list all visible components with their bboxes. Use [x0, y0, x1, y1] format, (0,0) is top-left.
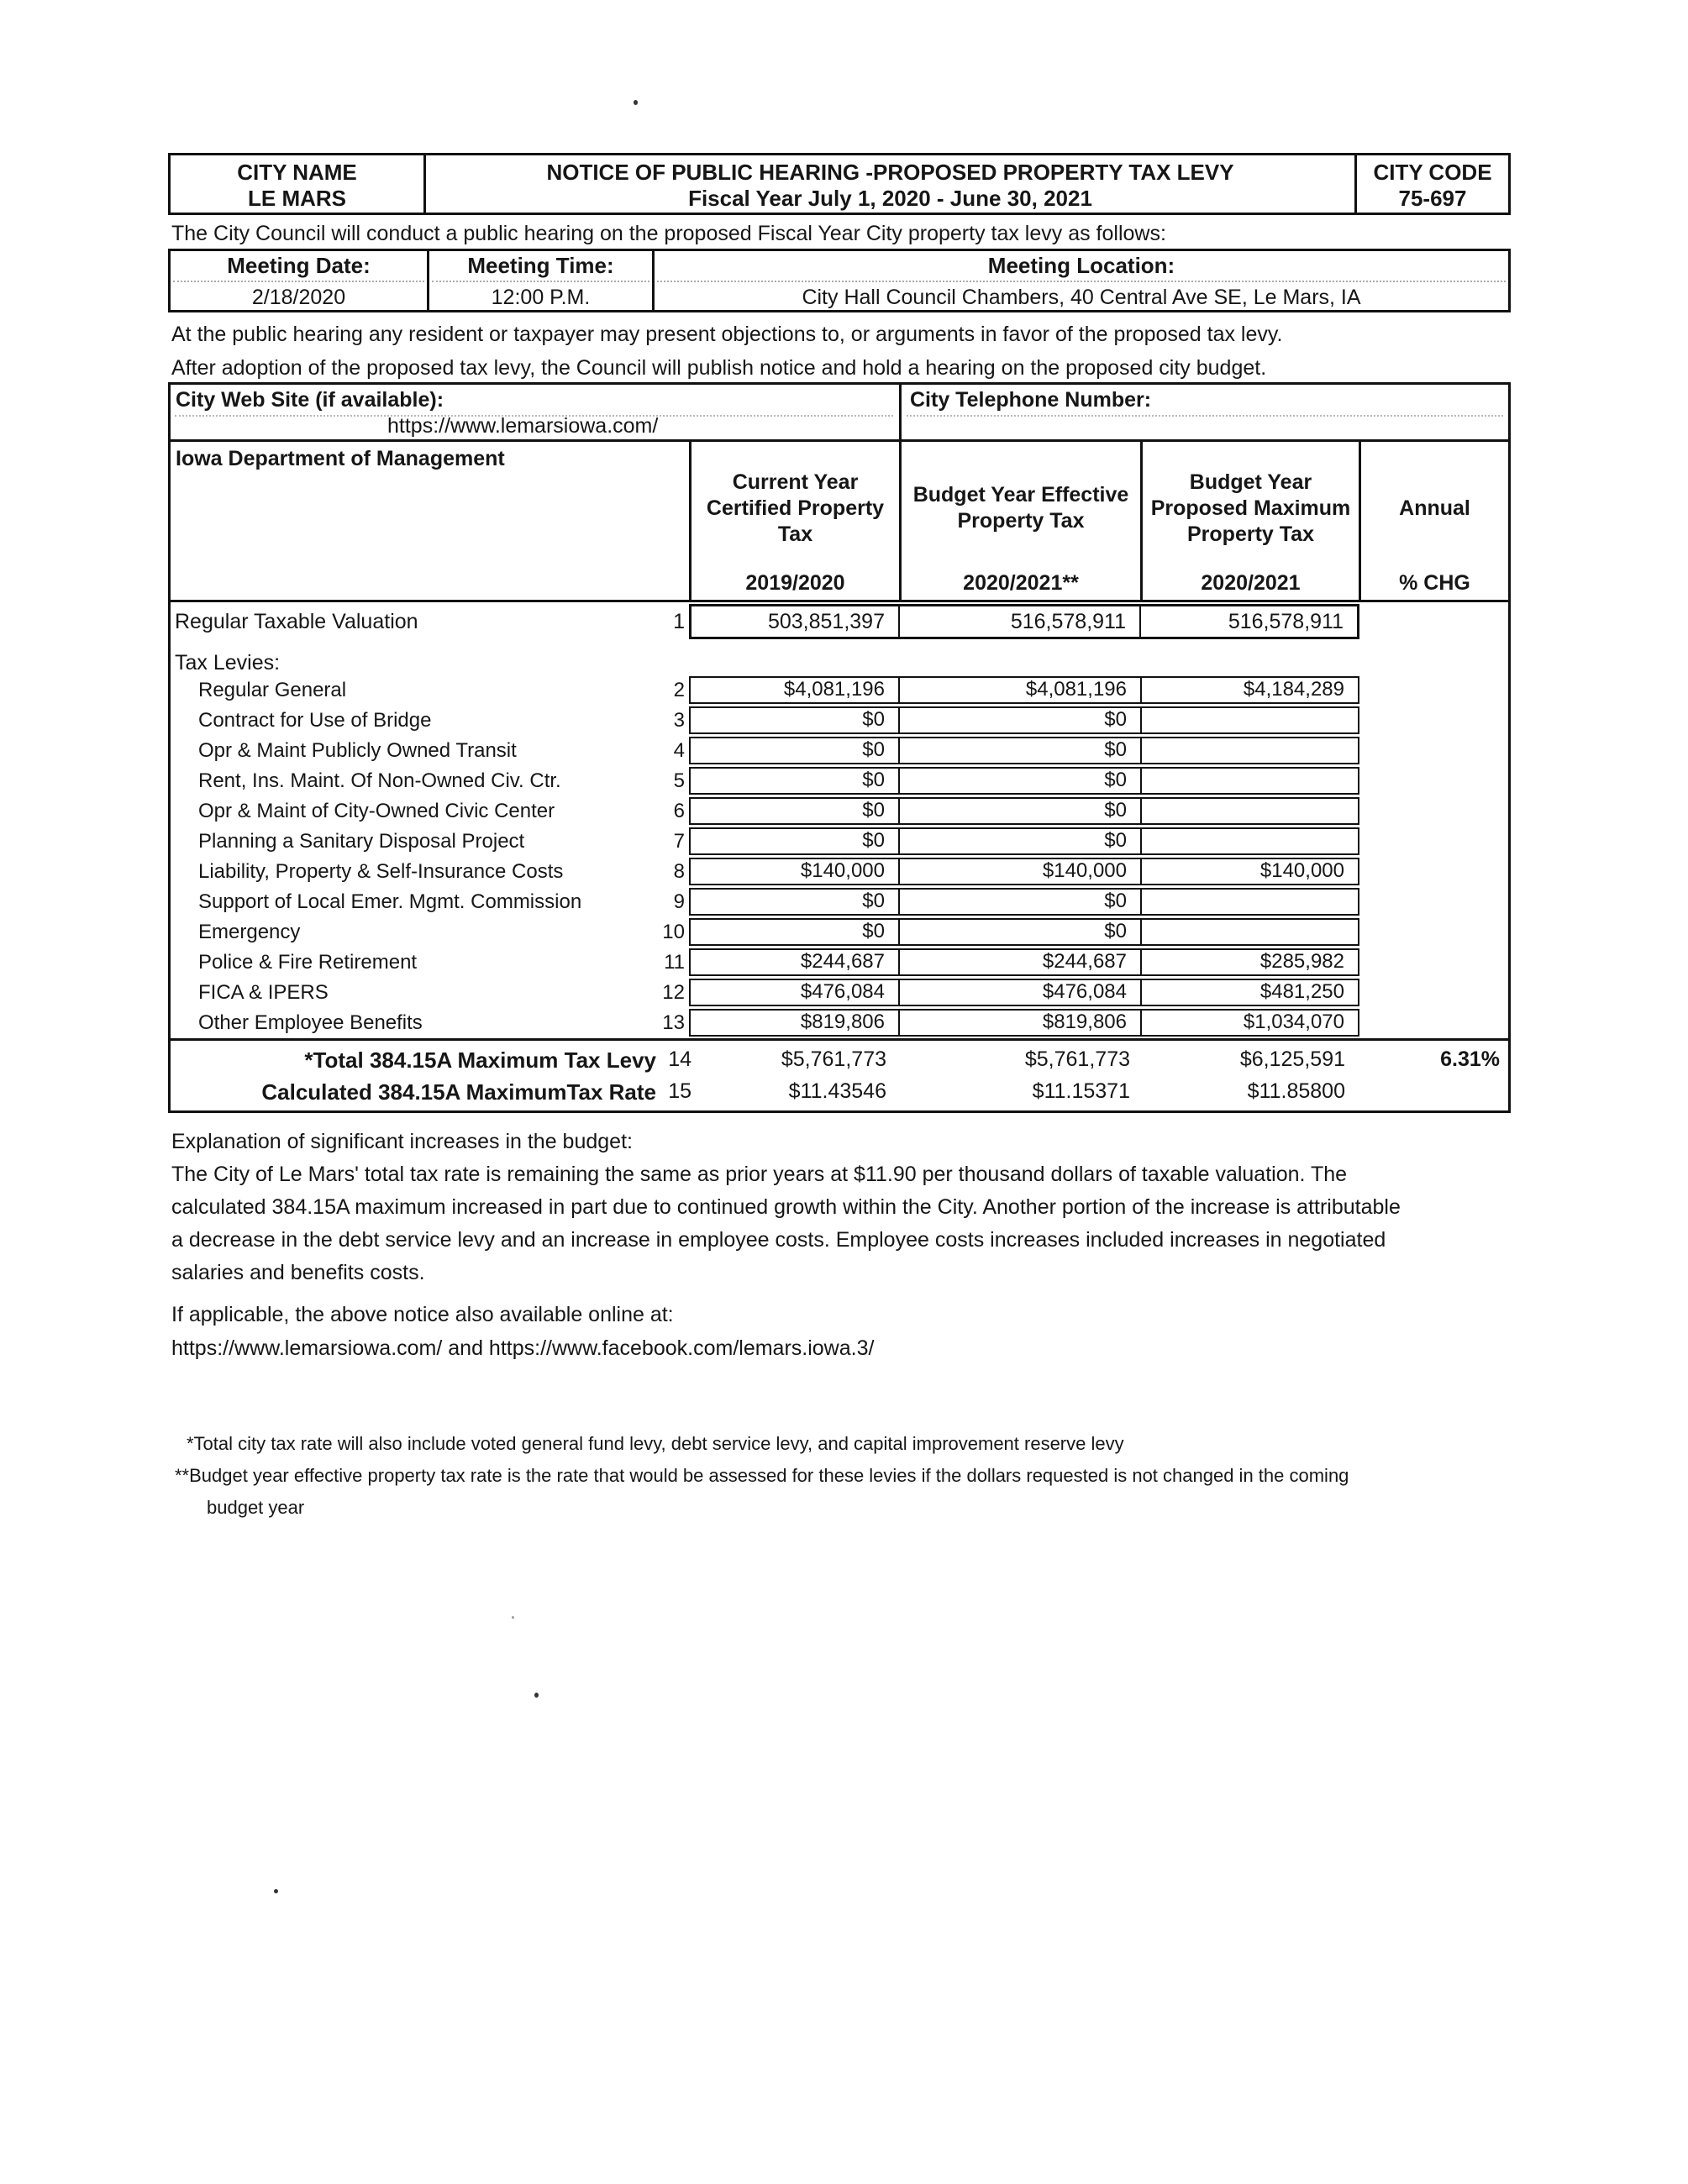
- levy-proposed-value: [1142, 769, 1358, 793]
- levy-effective-value: $476,084: [900, 980, 1142, 1005]
- meeting-location-cell: [655, 251, 1508, 310]
- levy-row-number: 6: [673, 800, 685, 822]
- fiscal-year: Fiscal Year July 1, 2020 - June 30, 2021: [688, 186, 1092, 211]
- levy-proposed-value: [1142, 708, 1358, 732]
- levy-row-values: [689, 797, 1359, 825]
- contact-row: [171, 385, 1508, 442]
- col-effective: [902, 442, 1140, 600]
- levy-row-label: Emergency: [198, 921, 301, 943]
- levy-effective-value: $819,806: [900, 1011, 1142, 1035]
- hearing-note-objections: At the public hearing any resident or taxpayer may present objections to, or arguments in favor of the proposed tax levy.: [171, 323, 1283, 346]
- meeting-table: [168, 249, 1511, 312]
- col-current-year: [692, 442, 899, 600]
- levy-row: [171, 706, 1508, 734]
- valuation-effective: 516,578,911: [900, 606, 1141, 637]
- levy-proposed-value: $4,184,289: [1243, 678, 1344, 701]
- levy-row-number: 9: [673, 890, 685, 913]
- meeting-location-label: Meeting Location:: [987, 253, 1175, 278]
- city-code-label: CITY CODE: [1373, 160, 1492, 185]
- levy-row-number: 3: [673, 709, 685, 732]
- notice-header-table: [168, 153, 1511, 215]
- total-levy-row: [171, 1047, 1508, 1079]
- levy-row-values: [689, 1009, 1359, 1037]
- col-proposed-title: Budget Year Proposed Maximum Property Tax: [1150, 470, 1351, 546]
- levy-row-label: Planning a Sanitary Disposal Project: [198, 830, 525, 853]
- total-levy-label: *Total 384.15A Maximum Tax Levy: [304, 1047, 656, 1073]
- org-label: Iowa Department of Management: [176, 447, 505, 470]
- levy-row-number: 8: [673, 860, 685, 883]
- total-levy-current: $5,761,773: [781, 1047, 886, 1071]
- col-current-year-label: 2019/2020: [745, 571, 845, 595]
- online-notice-block: [171, 1298, 874, 1365]
- tax-rate-effective: $11.15371: [1032, 1079, 1130, 1103]
- scan-speck: [634, 100, 638, 105]
- levy-effective-value: $0: [900, 829, 1142, 853]
- levy-row-values: [689, 767, 1359, 795]
- fill-line: [907, 415, 1503, 417]
- scan-speck: [512, 1616, 514, 1619]
- levy-row-values: [689, 979, 1359, 1006]
- valuation-row-number: 1: [673, 610, 685, 633]
- valuation-proposed: 516,578,911: [1228, 610, 1344, 633]
- levy-row-values: [689, 918, 1359, 946]
- footnote-effective-rate-cont: budget year: [207, 1497, 305, 1518]
- levy-row: [171, 737, 1508, 764]
- city-code-cell: [1357, 155, 1508, 215]
- levy-row: [171, 767, 1508, 795]
- explanation-line: calculated 384.15A maximum increased in part due to continued growth within the City. Another portion of the increase is attributable: [171, 1195, 1401, 1219]
- valuation-row: [171, 604, 1508, 639]
- levy-row-number: 5: [673, 769, 685, 792]
- levy-row-number: 4: [673, 739, 685, 762]
- levy-proposed-value: [1142, 890, 1358, 914]
- levy-proposed-value: $481,250: [1259, 980, 1344, 1003]
- levy-row: [171, 827, 1508, 855]
- levy-current-value: $476,084: [691, 980, 900, 1005]
- levy-proposed-value: [1142, 920, 1358, 944]
- levy-row-values: [689, 827, 1359, 855]
- notice-title-cell: [426, 155, 1357, 215]
- city-name-label: CITY NAME: [237, 160, 357, 185]
- levy-current-value: $0: [691, 890, 900, 914]
- contact-divider: [899, 385, 902, 439]
- totals-band: [171, 1041, 1508, 1110]
- levy-row: [171, 1009, 1508, 1037]
- footnote-effective-rate: **Budget year effective property tax rate is the rate that would be assessed for these levies if the dollars requested is not changed in the coming: [175, 1465, 1349, 1486]
- tax-rate-label: Calculated 384.15A MaximumTax Rate: [261, 1079, 656, 1105]
- meeting-location-value: City Hall Council Chambers, 40 Central Ave SE, Le Mars, IA: [657, 281, 1506, 310]
- col-annual-title: Annual: [1399, 496, 1470, 520]
- levy-row: [171, 979, 1508, 1006]
- col-effective-title: Budget Year Effective Property Tax: [912, 483, 1129, 533]
- levy-row-number: 13: [662, 1011, 685, 1034]
- levy-row: [171, 948, 1508, 976]
- levy-effective-value: $0: [900, 769, 1142, 793]
- city-code-value: 75-697: [1398, 186, 1467, 211]
- levy-effective-value: $0: [900, 799, 1142, 823]
- levy-row-number: 2: [673, 679, 685, 701]
- col-effective-year-label: 2020/2021**: [963, 571, 1079, 595]
- scan-speck: [534, 1693, 539, 1698]
- levy-proposed-value: [1142, 738, 1358, 763]
- levy-row-values: [689, 676, 1359, 704]
- levy-proposed-value: $1,034,070: [1243, 1011, 1344, 1033]
- column-header-band: [171, 442, 1508, 602]
- total-levy-annual-chg: 6.31%: [1440, 1047, 1500, 1071]
- meeting-time-label: Meeting Time:: [467, 253, 614, 278]
- levy-effective-value: $0: [900, 738, 1142, 763]
- scan-speck: [274, 1889, 278, 1893]
- levy-row: [171, 676, 1508, 704]
- notice-title: NOTICE OF PUBLIC HEARING -PROPOSED PROPERTY TAX LEVY: [546, 160, 1234, 185]
- website-value: https://www.lemarsiowa.com/: [387, 414, 659, 438]
- levy-proposed-value: $140,000: [1259, 859, 1344, 882]
- levy-current-value: $0: [691, 799, 900, 823]
- valuation-label: Regular Taxable Valuation: [175, 610, 418, 633]
- city-name-cell: [171, 155, 426, 215]
- hearing-notes: [171, 318, 1283, 385]
- levy-effective-value: $0: [900, 890, 1142, 914]
- tax-rate-row-number: 15: [668, 1079, 692, 1103]
- levy-row-label: Contract for Use of Bridge: [198, 709, 432, 732]
- levy-row-label: Opr & Maint Publicly Owned Transit: [198, 739, 517, 762]
- explanation-block: [171, 1126, 1516, 1289]
- levy-row: [171, 888, 1508, 916]
- col-annual-chg: [1361, 442, 1508, 600]
- meeting-date-label: Meeting Date:: [227, 253, 371, 278]
- levy-row-label: Police & Fire Retirement: [198, 951, 418, 974]
- tax-rate-current: $11.43546: [788, 1079, 886, 1103]
- levy-row-values: [689, 888, 1359, 916]
- meeting-time-value: 12:00 P.M.: [432, 281, 649, 310]
- levy-row: [171, 918, 1508, 946]
- meeting-date-cell: [171, 251, 429, 310]
- levy-row-number: 11: [664, 951, 685, 974]
- tax-rate-proposed: $11.85800: [1247, 1079, 1345, 1103]
- levy-body: [171, 602, 1508, 1041]
- levy-effective-value: $0: [900, 920, 1142, 944]
- levy-effective-value: $140,000: [900, 859, 1142, 884]
- levy-table: [168, 382, 1511, 1113]
- valuation-current: 503,851,397: [692, 606, 900, 637]
- levy-row-values: [689, 706, 1359, 734]
- meeting-time-cell: [429, 251, 655, 310]
- levy-row-label: Support of Local Emer. Mgmt. Commission: [198, 890, 582, 913]
- footnote-total-rate: *Total city tax rate will also include voted general fund levy, debt service levy, and capital improvement reserve levy: [187, 1433, 1124, 1454]
- explanation-line: salaries and benefits costs.: [171, 1261, 425, 1284]
- levy-current-value: $0: [691, 769, 900, 793]
- meeting-date-value: 2/18/2020: [173, 281, 424, 310]
- levy-row-label: Rent, Ins. Maint. Of Non-Owned Civ. Ctr.: [198, 769, 561, 792]
- explanation-line: The City of Le Mars' total tax rate is remaining the same as prior years at $11.90 per thousand dollars of taxable valuation. The: [171, 1163, 1348, 1186]
- valuation-values: [689, 604, 1359, 639]
- explanation-line: a decrease in the debt service levy and an increase in employee costs. Employee costs increases included increases in negotiated: [171, 1228, 1386, 1252]
- levy-current-value: $4,081,196: [691, 678, 900, 702]
- levy-effective-value: $4,081,196: [900, 678, 1142, 702]
- levy-effective-value: $244,687: [900, 950, 1142, 974]
- total-levy-row-number: 14: [668, 1047, 692, 1071]
- levy-row-number: 10: [662, 921, 685, 943]
- hearing-note-adoption: After adoption of the proposed tax levy, the Council will publish notice and hold a hearing on the proposed city budget.: [171, 356, 1267, 380]
- levy-row-number: 12: [662, 981, 685, 1004]
- levy-row-label: Opr & Maint of City-Owned Civic Center: [198, 800, 555, 822]
- total-levy-proposed: $6,125,591: [1239, 1047, 1345, 1071]
- levy-rows: [171, 676, 1508, 1039]
- explanation-heading: Explanation of significant increases in the budget:: [171, 1130, 633, 1153]
- levy-row: [171, 858, 1508, 885]
- total-levy-effective: $5,761,773: [1024, 1047, 1130, 1071]
- levy-current-value: $140,000: [691, 859, 900, 884]
- levy-proposed-value: [1142, 799, 1358, 823]
- levy-row-label: Liability, Property & Self-Insurance Costs: [198, 860, 564, 883]
- levy-row-values: [689, 948, 1359, 976]
- levy-row-label: FICA & IPERS: [198, 981, 329, 1004]
- levy-current-value: $0: [691, 829, 900, 853]
- levy-effective-value: $0: [900, 708, 1142, 732]
- online-notice-intro: If applicable, the above notice also available online at:: [171, 1303, 674, 1326]
- levy-proposed-value: $285,982: [1259, 950, 1344, 973]
- levy-row: [171, 797, 1508, 825]
- col-annual-chg-label: % CHG: [1399, 571, 1470, 595]
- intro-line: The City Council will conduct a public hearing on the proposed Fiscal Year City property tax levy as follows:: [171, 222, 1166, 245]
- col-proposed: [1143, 442, 1359, 600]
- levy-current-value: $0: [691, 708, 900, 732]
- levy-current-value: $0: [691, 738, 900, 763]
- levy-current-value: $244,687: [691, 950, 900, 974]
- col-proposed-year-label: 2020/2021: [1201, 571, 1301, 595]
- tax-rate-row: [171, 1079, 1508, 1111]
- city-name-value: LE MARS: [248, 186, 346, 211]
- levy-row-number: 7: [673, 830, 685, 853]
- levy-row-values: [689, 737, 1359, 764]
- website-label: City Web Site (if available):: [176, 388, 444, 412]
- levy-proposed-value: [1142, 829, 1358, 853]
- levy-row-label: Other Employee Benefits: [198, 1011, 423, 1034]
- levy-row-label: Regular General: [198, 679, 347, 701]
- levy-current-value: $819,806: [691, 1011, 900, 1035]
- levy-row-values: [689, 858, 1359, 885]
- tax-levies-section-label: Tax Levies:: [175, 651, 281, 675]
- online-notice-urls: https://www.lemarsiowa.com/ and https://www.facebook.com/lemars.iowa.3/: [171, 1336, 875, 1360]
- col-current-title: Current Year Certified Property Tax: [706, 470, 885, 546]
- phone-label: City Telephone Number:: [910, 388, 1152, 412]
- levy-current-value: $0: [691, 920, 900, 944]
